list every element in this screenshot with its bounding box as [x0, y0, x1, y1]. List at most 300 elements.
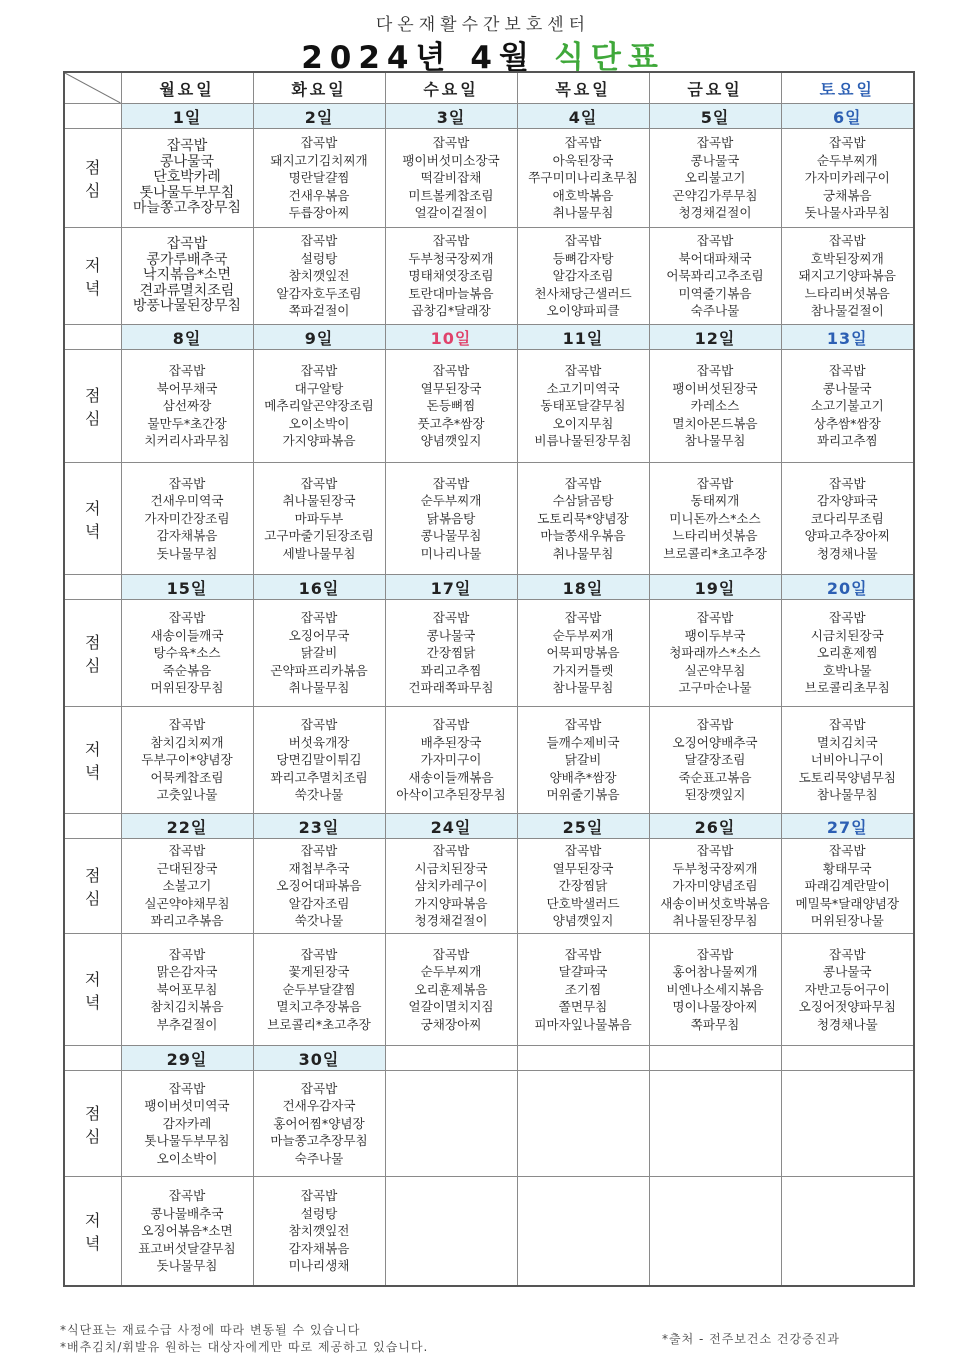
date-cell-tue: 16일	[253, 575, 385, 600]
menu-item: 잡곡밥	[696, 135, 734, 151]
menu-item: 간장찜닭	[426, 645, 476, 661]
menu-item: 알감자호두조림	[276, 285, 362, 301]
menu-item: 감자채볶음	[288, 1240, 350, 1256]
menu-item: 오리훈제찜	[816, 645, 878, 661]
dinner-row	[64, 934, 914, 1046]
menu-item: 잡곡밥	[696, 475, 734, 491]
weekday-mon: 월요일	[121, 72, 253, 104]
date-row	[64, 1046, 914, 1071]
date-cell-tue: 30일	[253, 1046, 385, 1071]
menu-item: 너비아니구이	[810, 752, 884, 768]
menu-item: 감자카레	[162, 1115, 212, 1131]
menu-item: 오징어볶음*소면	[141, 1223, 233, 1238]
menu-item: 콩나물국	[690, 152, 740, 168]
menu-cell-fri	[649, 707, 781, 814]
menu-item: 쪽파겉절이	[288, 303, 350, 319]
menu-item: 궁채볶음	[822, 187, 872, 203]
menu-item: 잡곡밥	[166, 236, 208, 253]
menu-item: 등뼈감자탕	[552, 250, 614, 266]
menu-item: 잡곡밥	[696, 843, 734, 859]
menu-cell-wed	[385, 129, 517, 228]
menu-item: 명란달걀찜	[288, 170, 350, 186]
footer-notes	[60, 1322, 428, 1356]
menu-item: 취나물무침	[552, 545, 614, 561]
menu-cell-tue	[253, 1071, 385, 1177]
menu-cell-thu	[517, 934, 649, 1046]
menu-item: 잡곡밥	[829, 475, 866, 491]
menu-item: 두릅장아찌	[288, 205, 350, 221]
menu-item: 잡곡밥	[432, 363, 470, 379]
menu-item: 아욱된장국	[552, 152, 614, 168]
menu-item: 새송이들깨볶음	[408, 769, 494, 785]
menu-item: 알감자조림	[552, 268, 614, 284]
menu-item: 콩가루배추국	[146, 251, 228, 268]
empty-menu-cell	[649, 1177, 781, 1286]
empty-date-cell	[517, 1046, 649, 1071]
menu-item: 잡곡밥	[564, 946, 602, 962]
menu-item: 된장깻잎지	[684, 787, 746, 803]
menu-item: 잡곡밥	[829, 843, 866, 859]
menu-item: 콩나물국	[426, 627, 476, 643]
menu-cell-tue	[253, 1177, 385, 1286]
menu-item: 오이소박이	[288, 415, 350, 431]
menu-cell-thu	[517, 463, 649, 575]
date-row-label-cell	[64, 575, 121, 600]
date-cell-thu: 11일	[517, 325, 649, 350]
menu-item: 오이양파피클	[546, 303, 620, 319]
menu-item: 잡곡밥	[168, 475, 206, 491]
menu-cell-fri	[649, 129, 781, 228]
menu-item: 콩나물배추국	[150, 1205, 224, 1221]
menu-item: 탕수육*소스	[153, 645, 221, 661]
menu-item: 열무된장국	[420, 380, 482, 396]
menu-item: 궁채장아찌	[420, 1016, 482, 1032]
menu-item: 북어포무침	[156, 981, 218, 997]
empty-menu-cell	[385, 1177, 517, 1286]
menu-item: 곤약김가루무침	[672, 187, 758, 203]
date-cell-mon: 1일	[121, 104, 253, 129]
menu-cell-sat	[781, 228, 914, 325]
menu-item: 알감자조림	[288, 895, 350, 911]
menu-cell-mon	[121, 228, 253, 325]
menu-item: 느타리버섯볶음	[804, 285, 890, 301]
menu-item: 미나리생채	[288, 1258, 350, 1273]
menu-item: 가지양파볶음	[282, 433, 356, 449]
menu-item: 메추리알곤약장조림	[264, 398, 374, 414]
menu-cell-wed	[385, 934, 517, 1046]
menu-item: 양념깻잎지	[420, 433, 482, 449]
menu-item: 버섯육개장	[288, 734, 350, 750]
menu-cell-wed	[385, 463, 517, 575]
date-row-label-cell	[64, 325, 121, 350]
menu-item: 세발나물무침	[282, 545, 356, 561]
menu-item: 배추된장국	[420, 734, 482, 750]
menu-cell-sat	[781, 350, 914, 463]
menu-item: 가지양파볶음	[414, 895, 488, 911]
menu-item: 토란대마늘볶음	[408, 285, 494, 301]
footer-source: *출처 - 전주보건소 건강증진과	[662, 1332, 840, 1346]
dinner-row	[64, 1177, 914, 1286]
menu-item: 낙지볶음*소면	[142, 267, 232, 284]
menu-item: 새송이버섯호박볶음	[660, 895, 770, 911]
menu-item: 감자채볶음	[156, 528, 218, 544]
menu-item: 브로콜리*초고추장	[663, 545, 767, 561]
menu-item: 참치깻잎전	[288, 268, 350, 284]
menu-item: 돗나물무침	[156, 545, 218, 561]
menu-item: 청경채겉절이	[678, 205, 752, 221]
menu-item: 잡곡밥	[432, 135, 470, 151]
menu-item: 호박나물	[822, 662, 872, 678]
menu-item: 건새우미역국	[150, 493, 224, 509]
menu-item: 참나물무침	[684, 433, 746, 449]
menu-item: 멸치김치국	[816, 734, 878, 750]
menu-item: 잡곡밥	[564, 610, 602, 626]
menu-cell-wed	[385, 600, 517, 707]
menu-item: 얼갈이겉절이	[414, 205, 488, 221]
center-name: 다온재활수간보호센터	[375, 15, 591, 35]
menu-cell-fri	[649, 463, 781, 575]
menu-item: 오리불고기	[684, 170, 746, 186]
menu-item: 죽순표고볶음	[678, 769, 752, 785]
menu-item: 느타리버섯볶음	[672, 528, 758, 544]
menu-item: 홍어어찜*양념장	[273, 1115, 365, 1131]
menu-item: 순두부찌개	[420, 493, 482, 509]
menu-item: 마늘쫑새우볶음	[540, 528, 626, 544]
menu-cell-thu	[517, 350, 649, 463]
menu-item: 잡곡밥	[168, 610, 206, 626]
menu-item: 잡곡밥	[432, 610, 470, 626]
weekday-fri: 금요일	[649, 72, 781, 104]
date-cell-wed: 17일	[385, 575, 517, 600]
menu-item: 돗나물사과무침	[804, 205, 890, 221]
dinner-label: 저 녁	[64, 707, 121, 814]
menu-item: 잡곡밥	[300, 610, 338, 626]
menu-item: 천사채당근샐러드	[534, 285, 632, 301]
date-cell-mon: 29일	[121, 1046, 253, 1071]
menu-cell-wed	[385, 707, 517, 814]
menu-cell-fri	[649, 350, 781, 463]
menu-item: 아삭이고추된장무침	[396, 787, 506, 803]
menu-item: 고구마줄기된장조림	[264, 528, 374, 544]
date-row	[64, 575, 914, 600]
menu-item: 쭈구미미나리초무침	[528, 170, 638, 186]
menu-item: 표고버섯달걀무침	[138, 1240, 236, 1256]
menu-item: 콩나물국	[822, 380, 872, 396]
menu-item: 꽃게된장국	[288, 964, 350, 980]
empty-date-cell	[781, 1046, 914, 1071]
menu-item: 고구마순나물	[678, 680, 752, 696]
menu-item: 달걀장조림	[684, 752, 746, 768]
menu-item: 브로콜리초무침	[804, 680, 890, 696]
menu-item: 잡곡밥	[564, 717, 602, 733]
menu-item: 참나물겉절이	[810, 303, 884, 319]
lunch-row	[64, 600, 914, 707]
menu-item: 오이지무침	[552, 415, 614, 431]
menu-item: 설렁탕	[300, 250, 338, 266]
menu-item: 잡곡밥	[432, 717, 470, 733]
date-cell-tue: 9일	[253, 325, 385, 350]
lunch-row	[64, 350, 914, 463]
menu-item: 참치김치볶음	[150, 999, 224, 1015]
date-cell-sat: 20일	[781, 575, 914, 600]
menu-item: 들깨수제비국	[546, 734, 620, 750]
menu-item: 잡곡밥	[432, 843, 470, 859]
menu-cell-tue	[253, 463, 385, 575]
menu-item: 멸치아몬드볶음	[672, 415, 758, 431]
menu-item: 시금치된장국	[810, 627, 884, 643]
date-row-label-cell	[64, 814, 121, 839]
date-row-label-cell	[64, 1046, 121, 1071]
title-month: 4월	[470, 40, 536, 76]
menu-cell-mon	[121, 600, 253, 707]
date-row	[64, 814, 914, 839]
menu-item: 미니돈까스*소스	[669, 510, 761, 526]
menu-item: 견과류멸치조림	[139, 282, 235, 299]
menu-item: 파래김계란말이	[804, 878, 890, 894]
menu-item: 달걀파국	[558, 964, 608, 980]
menu-item: 오징어대파볶음	[276, 878, 362, 894]
menu-item: 꽈리고추찜	[420, 662, 482, 678]
date-cell-wed: 10일	[385, 325, 517, 350]
menu-item: 잡곡밥	[168, 1080, 206, 1096]
menu-item: 잡곡밥	[300, 717, 338, 733]
menu-item: 돼지고기양파볶음	[798, 268, 896, 284]
menu-item: 감자양파국	[816, 493, 878, 509]
menu-cell-mon	[121, 463, 253, 575]
menu-item: 두부청국장찌개	[672, 860, 758, 876]
dinner-label: 저 녁	[64, 463, 121, 575]
date-cell-wed: 3일	[385, 104, 517, 129]
menu-cell-tue	[253, 228, 385, 325]
menu-item: 참나물무침	[816, 787, 878, 803]
menu-cell-thu	[517, 228, 649, 325]
menu-item: 머위줄기볶음	[546, 787, 620, 803]
menu-item: 두부구이*양념장	[141, 752, 233, 768]
menu-item: 오징어양배추국	[672, 734, 758, 750]
menu-item: 풋고추*쌈장	[417, 415, 485, 431]
menu-cell-sat	[781, 839, 914, 934]
menu-item: 브로콜리*초고추장	[267, 1016, 371, 1032]
weekday-header-row	[64, 72, 914, 104]
menu-item: 소고기미역국	[546, 380, 620, 396]
menu-item: 잡곡밥	[168, 363, 206, 379]
date-cell-mon: 15일	[121, 575, 253, 600]
date-cell-thu: 18일	[517, 575, 649, 600]
menu-item: 쑥갓나물	[294, 913, 344, 929]
empty-menu-cell	[517, 1177, 649, 1286]
menu-item: 꽈리고추멸치조림	[270, 769, 368, 785]
menu-item: 잡곡밥	[564, 363, 602, 379]
menu-item: 대구알탕	[294, 380, 344, 396]
menu-cell-tue	[253, 707, 385, 814]
weekday-thu: 목요일	[517, 72, 649, 104]
menu-item: 톳나물두부무침	[144, 1133, 230, 1149]
menu-item: 양념깻잎지	[552, 913, 614, 929]
menu-item: 머위된장무침	[150, 680, 224, 696]
menu-item: 오징어젓양파무침	[798, 999, 896, 1015]
menu-item: 잡곡밥	[300, 475, 338, 491]
menu-item: 가자미간장조림	[144, 510, 230, 526]
menu-body	[64, 104, 914, 1286]
date-cell-thu: 4일	[517, 104, 649, 129]
menu-item: 닭갈비	[564, 752, 602, 768]
menu-item: 단호박카레	[153, 169, 221, 186]
menu-cell-mon	[121, 839, 253, 934]
menu-item: 홍어참나물찌개	[672, 964, 758, 980]
menu-cell-sat	[781, 707, 914, 814]
menu-item: 돼지고기김치찌개	[270, 152, 368, 168]
menu-item: 가지커틀렛	[552, 662, 614, 678]
menu-cell-thu	[517, 129, 649, 228]
dinner-label: 저 녁	[64, 934, 121, 1046]
menu-item: 맑은감자국	[156, 964, 218, 980]
menu-item: 마늘쫑고추장무침	[270, 1133, 368, 1149]
menu-item: 도토리묵*양념장	[537, 510, 629, 526]
menu-item: 어묵피망볶음	[546, 645, 620, 661]
menu-item: 자반고등어구이	[804, 981, 890, 997]
menu-cell-mon	[121, 129, 253, 228]
menu-item: 단호박샐러드	[546, 895, 620, 911]
menu-item: 비름나물된장무침	[534, 433, 632, 449]
menu-item: 잡곡밥	[829, 233, 866, 249]
menu-cell-wed	[385, 228, 517, 325]
menu-item: 두부청국장찌개	[408, 250, 494, 266]
menu-cell-fri	[649, 934, 781, 1046]
menu-cell-fri	[649, 839, 781, 934]
empty-menu-cell	[385, 1071, 517, 1177]
menu-cell-thu	[517, 707, 649, 814]
date-cell-mon: 8일	[121, 325, 253, 350]
menu-cell-tue	[253, 350, 385, 463]
menu-item: 청경채겉절이	[414, 913, 488, 929]
menu-item: 순두부찌개	[816, 152, 878, 168]
menu-item: 잡곡밥	[432, 946, 470, 962]
date-row	[64, 325, 914, 350]
menu-item: 잡곡밥	[300, 946, 338, 962]
menu-cell-fri	[649, 600, 781, 707]
menu-item: 취나물된장국	[282, 493, 356, 509]
menu-item: 어묵꽈리고추조림	[666, 268, 764, 284]
menu-item: 당면김말이튀김	[276, 752, 362, 768]
empty-menu-cell	[649, 1071, 781, 1177]
menu-item: 잡곡밥	[696, 946, 734, 962]
menu-item: 오징어무국	[288, 627, 350, 643]
menu-item: 쑥갓나물	[294, 787, 344, 803]
lunch-label: 점 심	[64, 1071, 121, 1177]
menu-item: 팽이버섯미소장국	[402, 152, 500, 168]
menu-cell-tue	[253, 934, 385, 1046]
menu-item: 잡곡밥	[829, 610, 866, 626]
menu-item: 잡곡밥	[300, 363, 338, 379]
menu-item: 소불고기	[162, 878, 212, 894]
menu-item: 부추겉절이	[156, 1016, 218, 1032]
menu-item: 조기찜	[564, 981, 602, 997]
date-cell-sat: 27일	[781, 814, 914, 839]
menu-item: 멸치고추장볶음	[276, 999, 362, 1015]
menu-item: 미역줄기볶음	[678, 285, 752, 301]
menu-item: 돗나물무침	[156, 1258, 218, 1273]
menu-item: 참치깻잎전	[288, 1223, 350, 1238]
menu-item: 미트볼케찹조림	[408, 187, 494, 203]
menu-cell-sat	[781, 463, 914, 575]
menu-cell-wed	[385, 350, 517, 463]
menu-item: 취나물무침	[288, 680, 350, 696]
dinner-label: 저 녁	[64, 1177, 121, 1286]
menu-item: 참나물무침	[552, 680, 614, 696]
menu-item: 숙주나물	[294, 1150, 344, 1166]
menu-cell-mon	[121, 350, 253, 463]
date-cell-mon: 22일	[121, 814, 253, 839]
weekday-tue: 화요일	[253, 72, 385, 104]
menu-item: 쫄면무침	[558, 999, 608, 1015]
menu-item: 열무된장국	[552, 860, 614, 876]
menu-item: 머위된장나물	[810, 913, 884, 929]
menu-item: 가자미양념조림	[672, 878, 758, 894]
weekday-wed: 수요일	[385, 72, 517, 104]
menu-item: 근대된장국	[156, 860, 218, 876]
menu-item: 마파두부	[294, 510, 344, 526]
empty-menu-cell	[517, 1071, 649, 1177]
menu-item: 얼갈이멸치지짐	[408, 999, 494, 1015]
dinner-row	[64, 707, 914, 814]
menu-item: 청경채나물	[816, 545, 878, 561]
menu-item: 콩나물국	[822, 964, 872, 980]
lunch-row	[64, 839, 914, 934]
dinner-row	[64, 463, 914, 575]
menu-item: 북어대파채국	[678, 250, 752, 266]
date-cell-wed: 24일	[385, 814, 517, 839]
date-row-label-cell	[64, 104, 121, 129]
lunch-label: 점 심	[64, 129, 121, 228]
date-cell-thu: 25일	[517, 814, 649, 839]
menu-item: 어묵케찹조림	[150, 769, 224, 785]
menu-item: 잡곡밥	[300, 233, 338, 249]
menu-item: 마늘쫑고추장무침	[132, 200, 242, 217]
menu-item: 취나물무침	[552, 205, 614, 221]
menu-item: 곤약파프리카볶음	[270, 662, 368, 678]
lunch-label: 점 심	[64, 600, 121, 707]
menu-item: 미나리나물	[420, 545, 482, 561]
menu-item: 실곤약무침	[684, 662, 746, 678]
menu-item: 물만두*초간장	[147, 415, 227, 431]
menu-item: 잡곡밥	[432, 233, 470, 249]
menu-item: 소고기불고기	[810, 398, 884, 414]
empty-date-cell	[649, 1046, 781, 1071]
menu-item: 순두부찌개	[420, 964, 482, 980]
menu-item: 톳나물두부무침	[139, 184, 235, 201]
menu-item: 잡곡밥	[696, 233, 734, 249]
footer-note-1: *식단표는 재료수급 사정에 따라 변동될 수 있습니다	[60, 1323, 361, 1337]
menu-item: 떡갈비잡채	[420, 170, 482, 186]
menu-item: 명이나물장아찌	[672, 999, 758, 1015]
menu-item: 잡곡밥	[829, 135, 866, 151]
menu-item: 쪽파무침	[690, 1016, 740, 1032]
menu-item: 곱창김*달래장	[411, 303, 491, 319]
date-cell-fri: 19일	[649, 575, 781, 600]
menu-item: 황태무국	[822, 860, 872, 876]
menu-item: 잡곡밥	[829, 363, 866, 379]
menu-item: 잡곡밥	[168, 717, 206, 733]
menu-item: 명태채엿장조림	[408, 268, 494, 284]
date-cell-fri: 26일	[649, 814, 781, 839]
lunch-row	[64, 129, 914, 228]
menu-item: 상추쌈*쌈장	[813, 415, 881, 431]
menu-item: 숙주나물	[690, 303, 740, 319]
menu-item: 취나물된장무침	[672, 913, 758, 929]
menu-item: 꽈리고추볶음	[150, 913, 224, 929]
menu-item: 간장찜닭	[558, 878, 608, 894]
date-cell-sat: 13일	[781, 325, 914, 350]
